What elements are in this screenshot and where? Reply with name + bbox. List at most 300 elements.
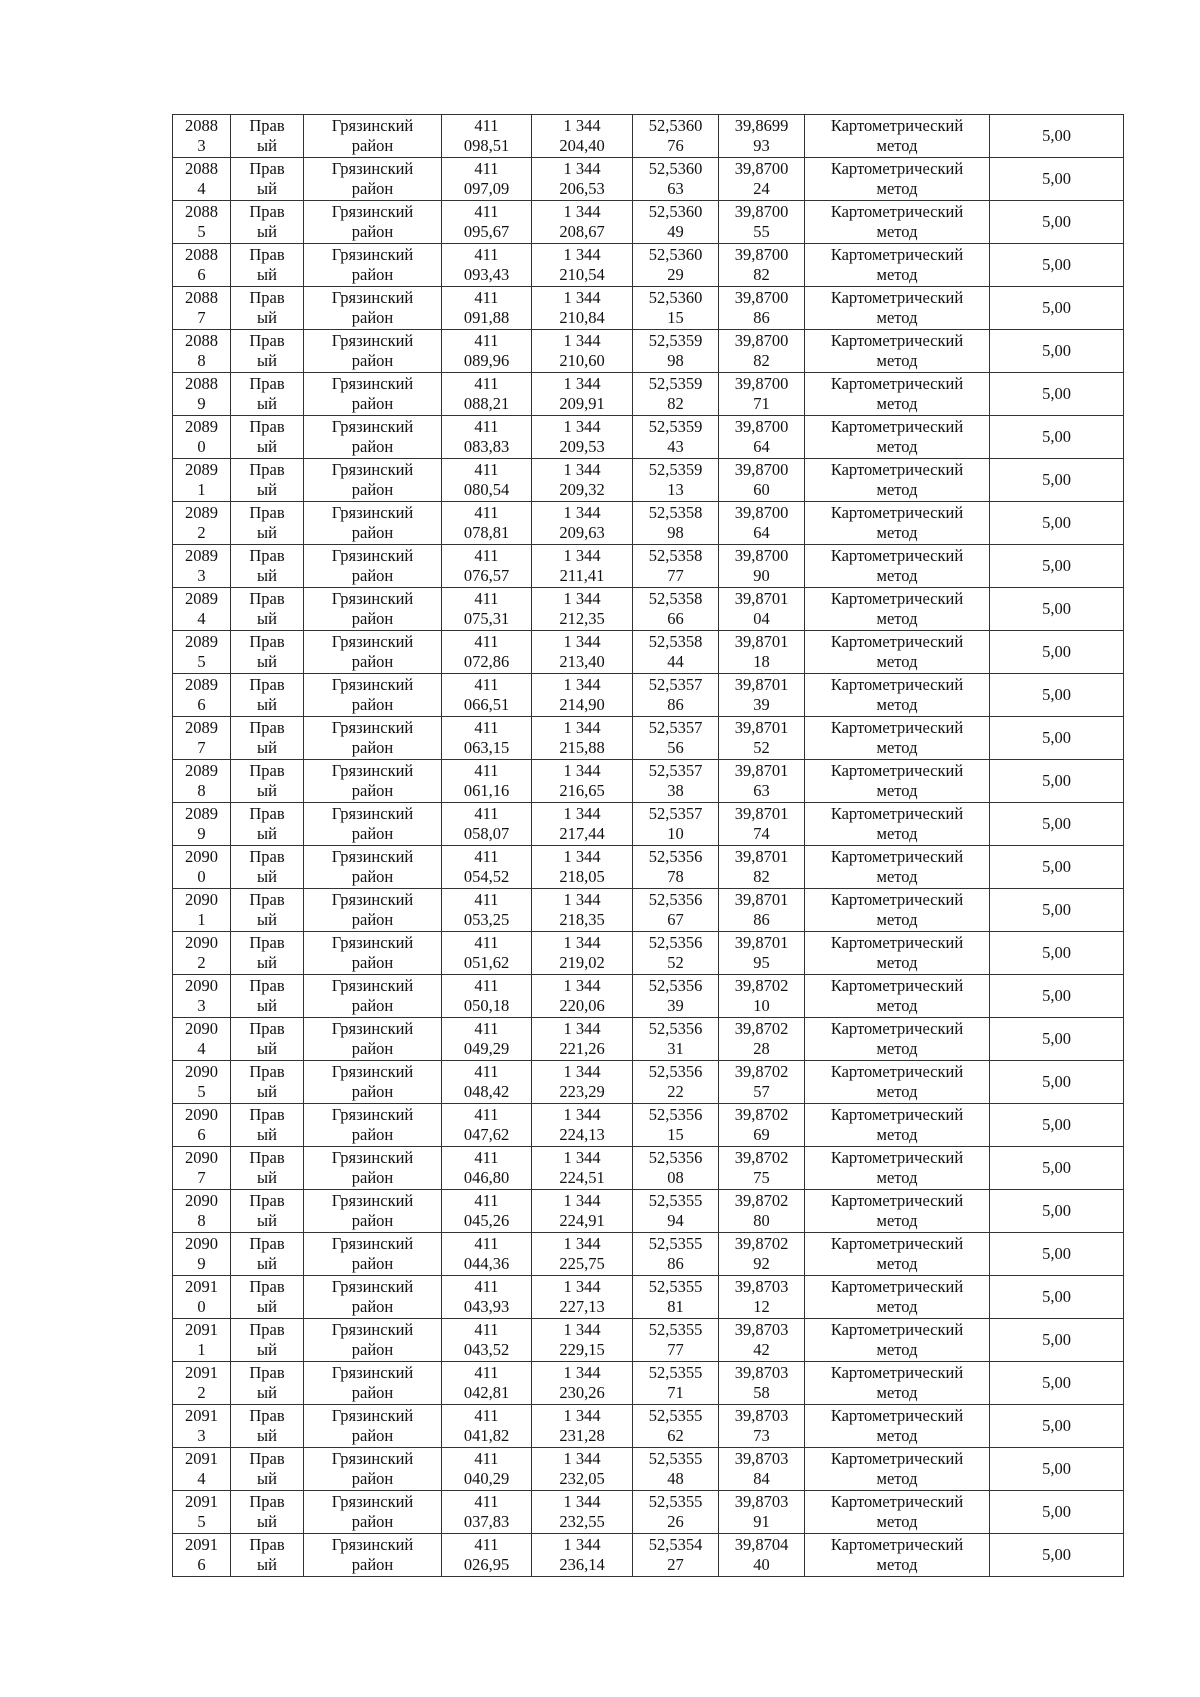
x-coordinate-cell-line: 411 [474,1019,499,1038]
x-coordinate-cell-line: 041,82 [463,1426,510,1445]
district-cell [304,1190,442,1233]
latitude-cell-line: 52,5355 [648,1492,703,1511]
side-cell [231,975,304,1018]
x-coordinate-cell-line: 097,09 [463,179,510,198]
longitude-cell-line: 39,8701 [734,847,789,866]
method-cell [805,416,990,459]
point-number-cell-line: 5 [197,222,206,241]
y-coordinate-cell-line: 1 344 [563,1148,601,1167]
y-coordinate-cell [532,1276,633,1319]
method-cell-line: Картометрический [830,1320,964,1339]
district-cell [304,975,442,1018]
district-cell-line: район [351,609,394,628]
district-cell-line: Грязинский [331,116,414,135]
point-number-cell [173,416,231,459]
point-number-cell-line: 2089 [185,589,218,608]
latitude-cell-line: 27 [667,1555,684,1574]
longitude-cell-line: 39,8702 [734,976,789,995]
side-cell [231,889,304,932]
x-coordinate-cell [442,760,532,803]
longitude-cell-line: 86 [753,910,770,929]
side-cell [231,1276,304,1319]
district-cell-line: Грязинский [331,460,414,479]
method-cell-line: метод [876,738,918,757]
method-cell-line: Картометрический [830,976,964,995]
method-cell [805,760,990,803]
accuracy-cell: 5,00 [990,416,1124,459]
point-number-cell-line: 5 [197,1512,206,1531]
district-cell [304,287,442,330]
latitude-cell-line: 29 [667,265,684,284]
y-coordinate-cell [532,760,633,803]
latitude-cell-line: 52,5356 [648,890,703,909]
accuracy-cell: 5,00 [990,1362,1124,1405]
x-coordinate-cell-line: 411 [474,1062,499,1081]
longitude-cell [719,889,805,932]
district-cell [304,588,442,631]
longitude-cell-line: 39,8703 [734,1320,789,1339]
side-cell-line: ый [257,996,277,1015]
method-cell [805,803,990,846]
district-cell-line: район [351,1039,394,1058]
point-number-cell-line: 2088 [185,374,218,393]
longitude-cell [719,1233,805,1276]
x-coordinate-cell-line: 411 [474,804,499,823]
x-coordinate-cell [442,1448,532,1491]
y-coordinate-cell-line: 232,05 [559,1469,605,1488]
latitude-cell-line: 52,5355 [648,1320,703,1339]
method-cell-line: Картометрический [830,1363,964,1382]
longitude-cell-line: 39,8700 [734,546,789,565]
longitude-cell [719,1405,805,1448]
latitude-cell [633,889,719,932]
table-row [173,631,1124,674]
y-coordinate-cell-line: 224,51 [559,1168,605,1187]
side-cell-line: Прав [249,890,285,909]
method-cell-line: метод [876,1469,918,1488]
point-number-cell-line: 7 [197,1168,206,1187]
method-cell [805,502,990,545]
method-cell [805,1104,990,1147]
longitude-cell-line: 39,8700 [734,374,789,393]
latitude-cell [633,674,719,717]
latitude-cell [633,1491,719,1534]
longitude-cell [719,1147,805,1190]
side-cell-line: Прав [249,245,285,264]
district-cell [304,717,442,760]
district-cell-line: район [351,1555,394,1574]
y-coordinate-cell [532,1448,633,1491]
x-coordinate-cell [442,717,532,760]
district-cell-line: Грязинский [331,1535,414,1554]
x-coordinate-cell-line: 043,52 [463,1340,510,1359]
point-number-cell-line: 2 [197,953,206,972]
y-coordinate-cell-line: 223,29 [559,1082,605,1101]
district-cell-line: район [351,824,394,843]
table-row [173,889,1124,932]
point-number-cell [173,803,231,846]
side-cell-line: Прав [249,675,285,694]
longitude-cell-line: 80 [753,1211,770,1230]
x-coordinate-cell-line: 043,93 [463,1297,510,1316]
method-cell-line: метод [876,265,918,284]
district-cell [304,1534,442,1577]
y-coordinate-cell-line: 1 344 [563,675,601,694]
longitude-cell-line: 39,8700 [734,288,789,307]
latitude-cell [633,1362,719,1405]
y-coordinate-cell [532,932,633,975]
longitude-cell [719,201,805,244]
district-cell [304,545,442,588]
y-coordinate-cell-line: 1 344 [563,632,601,651]
y-coordinate-cell [532,1405,633,1448]
method-cell [805,158,990,201]
longitude-cell-line: 12 [753,1297,770,1316]
latitude-cell [633,545,719,588]
table-row [173,115,1124,158]
point-number-cell-line: 2091 [185,1363,218,1382]
x-coordinate-cell [442,1104,532,1147]
point-number-cell-line: 8 [197,351,206,370]
latitude-cell-line: 52,5360 [648,159,703,178]
method-cell-line: метод [876,1082,918,1101]
longitude-cell-line: 75 [753,1168,770,1187]
point-number-cell-line: 4 [197,609,206,628]
point-number-cell-line: 2091 [185,1277,218,1296]
x-coordinate-cell-line: 051,62 [463,953,510,972]
point-number-cell-line: 2091 [185,1449,218,1468]
latitude-cell-line: 52,5355 [648,1277,703,1296]
latitude-cell-line: 38 [667,781,684,800]
district-cell-line: район [351,1168,394,1187]
side-cell [231,803,304,846]
accuracy-cell: 5,00 [990,201,1124,244]
table-row [173,760,1124,803]
longitude-cell-line: 39,8700 [734,417,789,436]
point-number-cell [173,889,231,932]
latitude-cell-line: 52,5355 [648,1191,703,1210]
longitude-cell-line: 39,8700 [734,159,789,178]
longitude-cell-line: 63 [753,781,770,800]
side-cell-line: Прав [249,718,285,737]
district-cell [304,1018,442,1061]
x-coordinate-cell [442,846,532,889]
x-coordinate-cell [442,932,532,975]
x-coordinate-cell-line: 042,81 [463,1383,510,1402]
accuracy-cell: 5,00 [990,1233,1124,1276]
y-coordinate-cell [532,1233,633,1276]
longitude-cell [719,1276,805,1319]
x-coordinate-cell-line: 078,81 [463,523,510,542]
longitude-cell-line: 42 [753,1340,770,1359]
side-cell-line: ый [257,1383,277,1402]
point-number-cell [173,717,231,760]
x-coordinate-cell-line: 411 [474,1277,499,1296]
side-cell [231,115,304,158]
point-number-cell-line: 2088 [185,288,218,307]
x-coordinate-cell-line: 411 [474,1191,499,1210]
y-coordinate-cell-line: 1 344 [563,890,601,909]
y-coordinate-cell [532,287,633,330]
x-coordinate-cell-line: 040,29 [463,1469,510,1488]
x-coordinate-cell-line: 026,95 [463,1555,510,1574]
x-coordinate-cell-line: 411 [474,761,499,780]
side-cell-line: ый [257,953,277,972]
method-cell [805,1276,990,1319]
district-cell [304,1233,442,1276]
method-cell-line: метод [876,222,918,241]
district-cell-line: район [351,1125,394,1144]
district-cell [304,158,442,201]
latitude-cell-line: 52,5356 [648,1019,703,1038]
table-row [173,459,1124,502]
x-coordinate-cell [442,115,532,158]
district-cell [304,1491,442,1534]
longitude-cell [719,846,805,889]
y-coordinate-cell [532,889,633,932]
y-coordinate-cell [532,330,633,373]
method-cell-line: Картометрический [830,374,964,393]
district-cell-line: Грязинский [331,589,414,608]
side-cell-line: Прав [249,116,285,135]
district-cell [304,889,442,932]
side-cell-line: Прав [249,1277,285,1296]
point-number-cell [173,545,231,588]
x-coordinate-cell-line: 411 [474,159,499,178]
method-cell-line: Картометрический [830,460,964,479]
side-cell-line: ый [257,695,277,714]
y-coordinate-cell-line: 1 344 [563,761,601,780]
x-coordinate-cell-line: 066,51 [463,695,510,714]
table-row [173,1233,1124,1276]
x-coordinate-cell-line: 411 [474,933,499,952]
district-cell [304,1319,442,1362]
x-coordinate-cell [442,975,532,1018]
point-number-cell-line: 2091 [185,1535,218,1554]
point-number-cell-line: 7 [197,308,206,327]
district-cell-line: Грязинский [331,1234,414,1253]
x-coordinate-cell [442,1491,532,1534]
method-cell-line: Картометрический [830,1449,964,1468]
accuracy-cell: 5,00 [990,1061,1124,1104]
y-coordinate-cell-line: 220,06 [559,996,605,1015]
x-coordinate-cell [442,502,532,545]
accuracy-cell: 5,00 [990,373,1124,416]
longitude-cell-line: 39 [753,695,770,714]
point-number-cell-line: 1 [197,1340,206,1359]
point-number-cell [173,1534,231,1577]
y-coordinate-cell-line: 224,91 [559,1211,605,1230]
longitude-cell [719,760,805,803]
latitude-cell-line: 52,5356 [648,1062,703,1081]
point-number-cell-line: 2089 [185,632,218,651]
longitude-cell-line: 69 [753,1125,770,1144]
longitude-cell [719,115,805,158]
longitude-cell-line: 39,8702 [734,1191,789,1210]
y-coordinate-cell [532,631,633,674]
method-cell-line: метод [876,1125,918,1144]
point-number-cell [173,373,231,416]
side-cell [231,201,304,244]
y-coordinate-cell-line: 209,91 [559,394,605,413]
district-cell-line: Грязинский [331,804,414,823]
longitude-cell-line: 39,8701 [734,718,789,737]
district-cell-line: район [351,1383,394,1402]
x-coordinate-cell-line: 411 [474,675,499,694]
district-cell-line: район [351,308,394,327]
longitude-cell [719,373,805,416]
point-number-cell-line: 2089 [185,460,218,479]
district-cell-line: Грязинский [331,1062,414,1081]
district-cell-line: район [351,265,394,284]
district-cell-line: Грязинский [331,976,414,995]
table-row [173,1018,1124,1061]
latitude-cell-line: 52,5355 [648,1363,703,1382]
y-coordinate-cell [532,459,633,502]
latitude-cell [633,846,719,889]
side-cell-line: Прав [249,933,285,952]
longitude-cell [719,158,805,201]
district-cell-line: район [351,910,394,929]
method-cell-line: метод [876,695,918,714]
point-number-cell [173,846,231,889]
side-cell [231,588,304,631]
district-cell-line: район [351,1426,394,1445]
accuracy-cell: 5,00 [990,1190,1124,1233]
method-cell-line: метод [876,523,918,542]
point-number-cell-line: 6 [197,1125,206,1144]
y-coordinate-cell-line: 1 344 [563,374,601,393]
point-number-cell [173,1276,231,1319]
longitude-cell-line: 58 [753,1383,770,1402]
point-number-cell-line: 5 [197,652,206,671]
accuracy-cell: 5,00 [990,158,1124,201]
table-body [173,115,1124,1577]
table-row [173,1061,1124,1104]
method-cell-line: метод [876,1039,918,1058]
method-cell-line: метод [876,1211,918,1230]
y-coordinate-cell-line: 209,63 [559,523,605,542]
point-number-cell [173,1061,231,1104]
method-cell-line: метод [876,781,918,800]
x-coordinate-cell-line: 411 [474,1234,499,1253]
x-coordinate-cell-line: 050,18 [463,996,510,1015]
longitude-cell-line: 39,8700 [734,503,789,522]
table-row [173,1491,1124,1534]
side-cell-line: Прав [249,1062,285,1081]
x-coordinate-cell-line: 075,31 [463,609,510,628]
longitude-cell [719,545,805,588]
longitude-cell-line: 39,8704 [734,1535,789,1554]
point-number-cell-line: 2089 [185,417,218,436]
method-cell-line: метод [876,480,918,499]
x-coordinate-cell-line: 093,43 [463,265,510,284]
latitude-cell [633,1061,719,1104]
district-cell-line: район [351,480,394,499]
y-coordinate-cell-line: 1 344 [563,1406,601,1425]
point-number-cell-line: 7 [197,738,206,757]
district-cell [304,932,442,975]
latitude-cell-line: 86 [667,695,684,714]
district-cell-line: район [351,1254,394,1273]
table-row [173,975,1124,1018]
district-cell [304,1276,442,1319]
longitude-cell [719,1018,805,1061]
longitude-cell-line: 39,8702 [734,1105,789,1124]
table-row [173,846,1124,889]
method-cell-line: Картометрический [830,245,964,264]
point-number-cell [173,588,231,631]
point-number-cell-line: 2 [197,1383,206,1402]
point-number-cell [173,1018,231,1061]
latitude-cell [633,1405,719,1448]
longitude-cell [719,588,805,631]
table-row [173,1534,1124,1577]
method-cell-line: Картометрический [830,1148,964,1167]
latitude-cell [633,1233,719,1276]
y-coordinate-cell-line: 1 344 [563,1277,601,1296]
latitude-cell [633,932,719,975]
method-cell [805,717,990,760]
longitude-cell [719,287,805,330]
y-coordinate-cell [532,975,633,1018]
method-cell-line: метод [876,1254,918,1273]
side-cell [231,674,304,717]
point-number-cell [173,115,231,158]
method-cell-line: Картометрический [830,1492,964,1511]
side-cell-line: Прав [249,202,285,221]
longitude-cell-line: 39,8703 [734,1277,789,1296]
x-coordinate-cell-line: 046,80 [463,1168,510,1187]
point-number-cell [173,158,231,201]
district-cell [304,115,442,158]
district-cell-line: Грязинский [331,933,414,952]
y-coordinate-cell-line: 218,05 [559,867,605,886]
y-coordinate-cell [532,201,633,244]
x-coordinate-cell-line: 411 [474,632,499,651]
y-coordinate-cell-line: 1 344 [563,1191,601,1210]
method-cell-line: Картометрический [830,1234,964,1253]
side-cell-line: ый [257,1125,277,1144]
accuracy-cell: 5,00 [990,1147,1124,1190]
point-number-cell-line: 9 [197,824,206,843]
side-cell-line: ый [257,1426,277,1445]
district-cell-line: район [351,222,394,241]
district-cell-line: Грязинский [331,847,414,866]
district-cell-line: район [351,566,394,585]
method-cell [805,1362,990,1405]
accuracy-cell: 5,00 [990,1448,1124,1491]
latitude-cell-line: 52,5356 [648,1148,703,1167]
point-number-cell-line: 2090 [185,847,218,866]
latitude-cell [633,287,719,330]
x-coordinate-cell [442,1319,532,1362]
y-coordinate-cell-line: 209,53 [559,437,605,456]
side-cell [231,373,304,416]
side-cell [231,416,304,459]
x-coordinate-cell-line: 411 [474,890,499,909]
longitude-cell-line: 18 [753,652,770,671]
x-coordinate-cell [442,889,532,932]
latitude-cell-line: 52,5358 [648,632,703,651]
district-cell [304,201,442,244]
longitude-cell [719,330,805,373]
longitude-cell-line: 95 [753,953,770,972]
y-coordinate-cell [532,846,633,889]
side-cell [231,1448,304,1491]
district-cell-line: Грязинский [331,1105,414,1124]
longitude-cell-line: 82 [753,265,770,284]
